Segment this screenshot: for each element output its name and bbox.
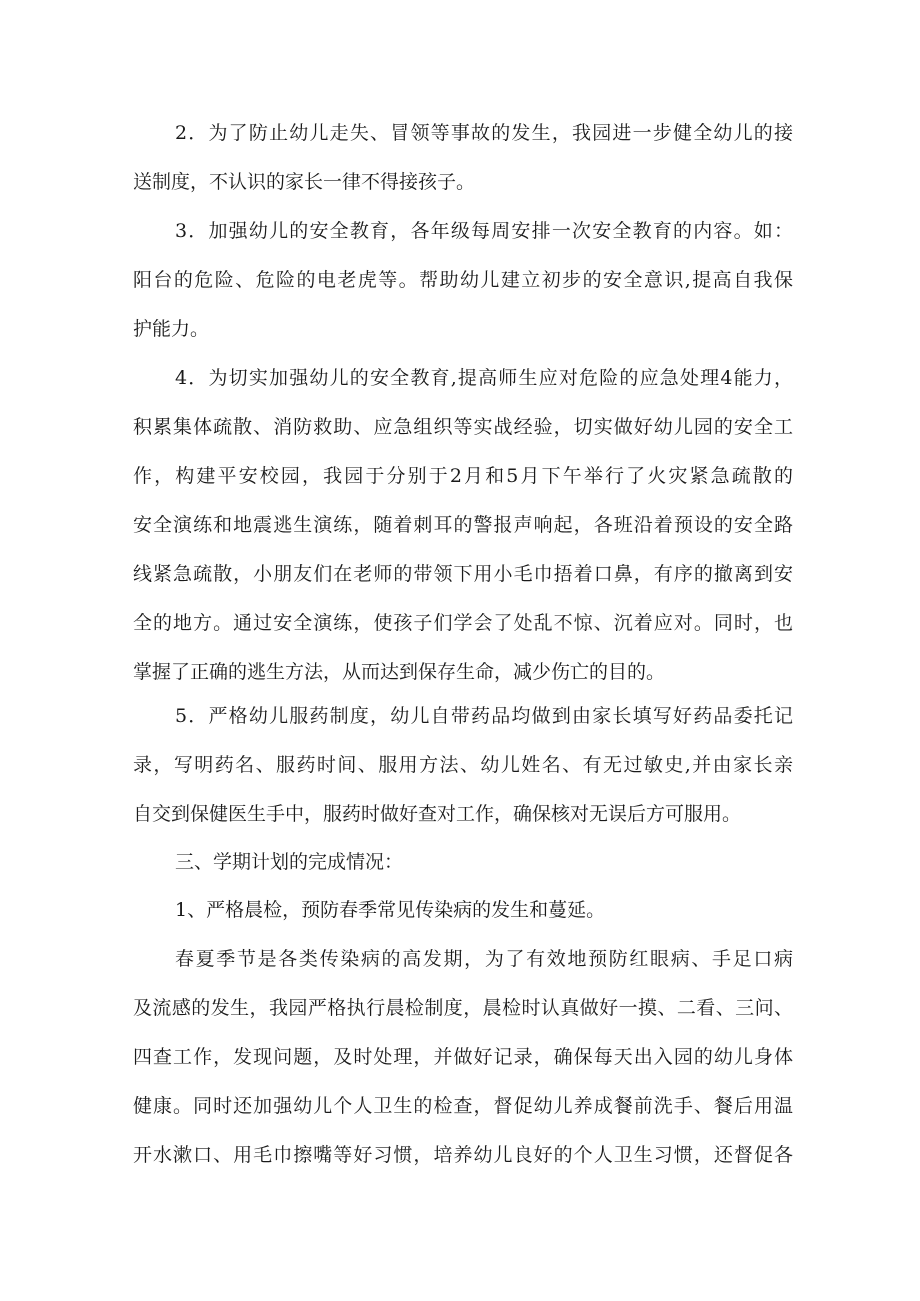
text-line: 2．为了防止幼儿走失、冒领等事故的发生，我园进一步健全幼儿的接: [175, 122, 793, 144]
text-line: 开水漱口、用毛巾擦嘴等好习惯，培养幼儿良好的个人卫生习惯，还督促各: [133, 1144, 793, 1166]
subheading-1: [133, 886, 793, 935]
text-line: 3．加强幼儿的安全教育，各年级每周安排一次安全教育的内容。如：: [175, 220, 793, 242]
text-line: 全的地方。通过安全演练，使孩子们学会了处乱不惊、沉着应对。同时，也: [133, 612, 793, 634]
text-line: 护能力。: [133, 318, 210, 340]
text-line: 线紧急疏散，小朋友们在老师的带领下用小毛巾捂着口鼻，有序的撤离到安: [133, 563, 793, 585]
text-line: 自交到保健医生手中，服药时做好查对工作，确保核对无误后方可服用。: [133, 803, 742, 825]
text-line: 送制度，不认识的家长一律不得接孩子。: [133, 171, 476, 193]
text-line: 1、严格晨检，预防春季常见传染病的发生和蔓延。: [175, 899, 606, 921]
text-line: 安全演练和地震逃生演练，随着刺耳的警报声响起，各班沿着预设的安全路: [133, 514, 793, 536]
text-line: 阳台的危险、危险的电老虎等。帮助幼儿建立初步的安全意识,提高自我保: [133, 269, 793, 291]
text-line: 作，构建平安校园，我园于分别于2月和5月下午举行了火灾紧急疏散的: [133, 465, 793, 487]
text-line: 春夏季节是各类传染病的高发期，为了有效地预防红眼病、手足口病: [175, 948, 793, 970]
text-line: 及流感的发生，我园严格执行晨检制度，晨检时认真做好一摸、二看、三问、: [133, 997, 793, 1019]
text-line: 健康。同时还加强幼儿个人卫生的检查，督促幼儿养成餐前洗手、餐后用温: [133, 1095, 793, 1117]
text-line: 四查工作，发现问题，及时处理，并做好记录，确保每天出入园的幼儿身体: [133, 1046, 793, 1068]
text-line: 录，写明药名、服药时间、服用方法、幼儿姓名、有无过敏史,并由家长亲: [133, 754, 793, 776]
paragraph-item-5: [133, 692, 793, 839]
text-line: 积累集体疏散、消防救助、应急组织等实战经验，切实做好幼儿园的安全工: [133, 416, 793, 438]
paragraph-item-3: [133, 207, 793, 354]
text-line: 掌握了正确的逃生方法，从而达到保存生命，减少伤亡的目的。: [133, 661, 666, 683]
section-heading-3: [133, 838, 793, 887]
text-line: 4．为切实加强幼儿的安全教育,提高师生应对危险的应急处理4能力，: [175, 367, 793, 389]
paragraph-item-2: [133, 109, 793, 207]
paragraph-spring-summer: [133, 935, 793, 1180]
paragraph-item-4: [133, 354, 793, 697]
text-line: 三、学期计划的完成情况：: [175, 851, 404, 873]
text-line: 5．严格幼儿服药制度，幼儿自带药品均做到由家长填写好药品委托记: [175, 705, 793, 727]
